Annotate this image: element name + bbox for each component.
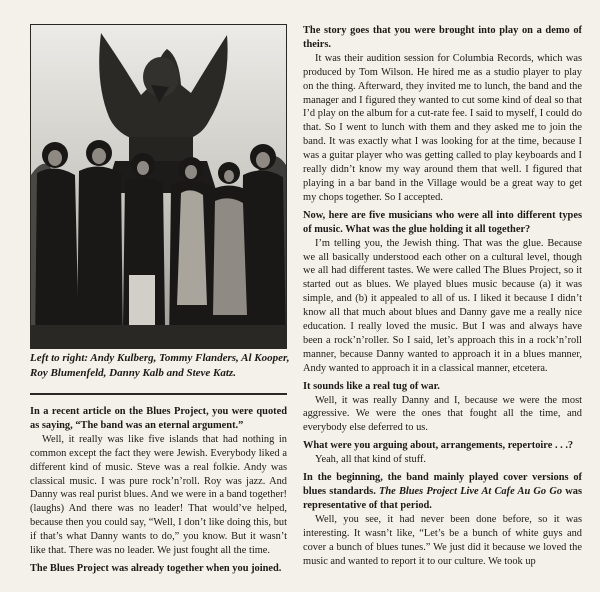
answer: It was their audition session for Columbia Records, which was produced by Tom Wilson. He hired me as a studio player to play on the thing. Afterward, they invited me to lunch, the band and the manager and I figured they wanted to cut some kind of deal so that I’d play on the album for a cut-rate fee. I said to myself, I could do that. So I went to lunch with them and they asked me to join the band. It was exactly what I was looking for at the time, because I was a guitar player who was getting called to play keyboards and I really didn’t know my way around them that well. I figured that playing in a bar band in the Village would be a great way to get my chops together. So I accepted. (303, 52, 582, 203)
album-title: The Blues Project Live At Cafe Au Go Go (379, 486, 563, 497)
question: The story goes that you were brought into play on a demo of theirs. (303, 25, 582, 50)
answer: Well, you see, it had never been done before, so it was interesting. It wasn’t like, “Let’s be a bunch of white guys and cover a bunch of blues tunes.” We just did it because we loved the music and wanted to report it to our culture. We took up (303, 513, 582, 567)
caption-divider (30, 393, 287, 395)
question: What were you arguing about, arrangements, repertoire . . .? (303, 440, 574, 452)
right-column-text (303, 24, 582, 568)
answer: Yeah, all that kind of stuff. (315, 454, 427, 466)
question: The Blues Project was already together when you joined. (30, 562, 282, 574)
question: It sounds like a real tug of war. (303, 380, 440, 392)
photo-caption: Left to right: Andy Kulberg, Tommy Flanders, Al Kooper, Roy Blumenfeld, Danny Kalb and Steve Katz. (30, 352, 290, 379)
band-photo-illustration (31, 25, 286, 348)
question-text: was representative of that period. (303, 486, 582, 511)
left-column-text (30, 405, 287, 576)
question: In a recent article on the Blues Project, you were quoted as saying, “The band was an eternal argument.” (30, 406, 287, 431)
question: Now, here are five musicians who were all into different types of music. What was the glue holding it all together? (303, 209, 582, 235)
band-photo (30, 24, 287, 349)
question (303, 471, 582, 513)
question-text: In the beginning, the band mainly played cover versions of blues standards. (303, 472, 582, 497)
answer: I’m telling you, the Jewish thing. That was the glue. Because we all basically understood each other on a cultural level, though we all had different tastes. We were called The Blues Project, so it started out as blues. We played blues music because (a) it was simple, and (b) it appealed to all of us. I liked it because I didn’t know all that much about blues and Danny gave me a really nice education. I really loved the music. But I was and always have been a rock’n’roller. So I said, let’s approach this in a rock’n’roll manner, because Danny wanted to approach it in a blues manner, Andy wanted to approach it in a classical manner, etcetera. (303, 237, 582, 374)
answer: Well, it really was like five islands that had nothing in common except the fact they were Jewish. Everybody liked a different kind of music. Steve was a real folkie. Andy was classical music. I was pure rock’n’roll. Roy was jazz. And Danny was real purist blues. And we were in a band together! (laughs) And there was no leader! That would’ve helped, because then you could say, “Well, I don’t like doing this, but if that’s what Danny wants to do,” you know. But it wasn’t like that. There was no leader. We just fought all the time. (30, 433, 287, 557)
answer: Well, it was really Danny and I, because we were the most aggressive. We were the ones that fought all the time, and everybody else deferred to us. (303, 394, 582, 434)
